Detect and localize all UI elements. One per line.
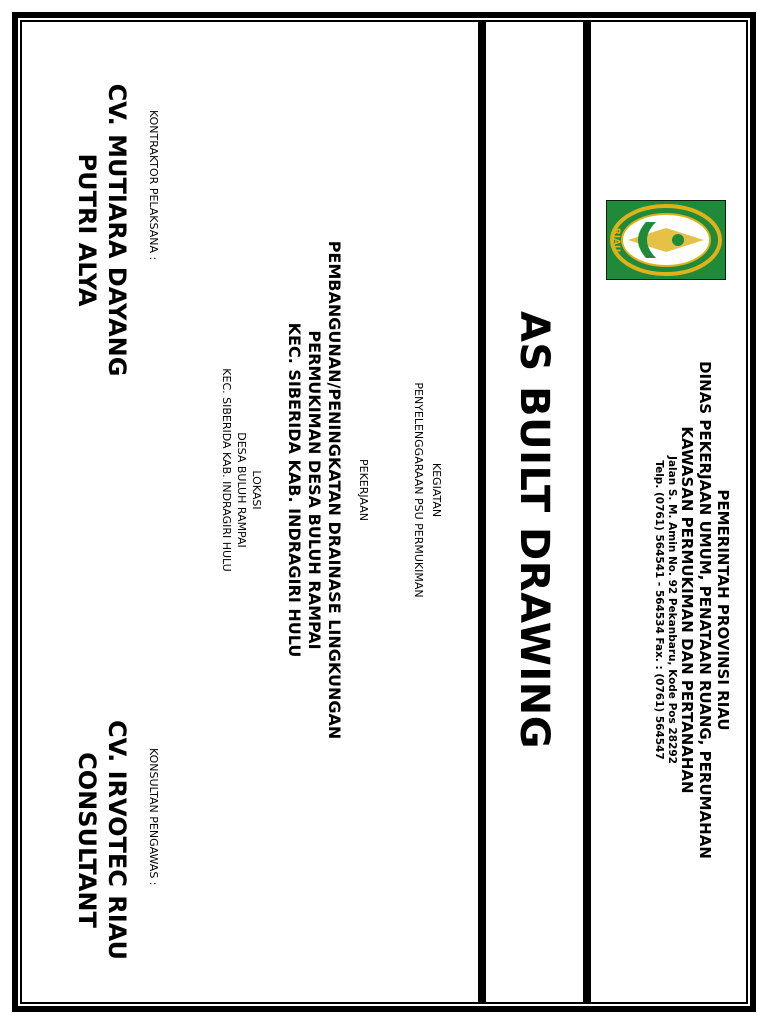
kontraktor-label: KONTRAKTOR PELAKSANA : bbox=[147, 110, 160, 261]
kegiatan-value: PENYELENGGARAAN PSU PERMUKIMAN bbox=[412, 382, 425, 598]
pekerjaan-value bbox=[284, 130, 344, 850]
konsultan-name-line1: CV. IRVOTEC RIAU bbox=[103, 720, 131, 960]
kontraktor-name-line2: PUTRI ALYA bbox=[73, 153, 101, 307]
lokasi-line2: KEC. SIBERIDA KAB. INDRAGIRI HULU bbox=[220, 368, 233, 572]
lokasi-line1: DESA BULUH RAMPAI bbox=[235, 432, 248, 548]
konsultan-name-line2: CONSULTANT bbox=[73, 752, 101, 928]
kegiatan-label: KEGIATAN bbox=[430, 462, 443, 518]
agency-name-line2: KAWASAN PERMUKIMAN DAN PERTANAHAN bbox=[678, 426, 696, 794]
title-band bbox=[485, 20, 583, 1004]
header-text bbox=[653, 250, 748, 970]
kontraktor-name bbox=[72, 50, 132, 410]
header-band bbox=[588, 20, 748, 1004]
pekerjaan-line3: KEC. SIBERIDA KAB. INDRAGIRI HULU bbox=[285, 322, 304, 658]
body-area bbox=[20, 20, 478, 1004]
lokasi-label: LOKASI bbox=[250, 470, 263, 510]
rotated-sheet bbox=[20, 20, 748, 1004]
agency-name-line1: DINAS PEKERJAAN UMUM, PENATAAN RUANG, PERUMAHAN bbox=[696, 361, 714, 859]
pekerjaan-line2: PERMUKIMAN DESA BULUH RAMPAI bbox=[305, 330, 324, 650]
kontraktor-name-line1: CV. MUTIARA DAYANG bbox=[103, 83, 131, 377]
pekerjaan-line1: PEMBANGUNAN/PENINGKATAN DRAINASE LINGKUNGAN bbox=[325, 240, 344, 740]
document-title: AS BUILT DRAWING bbox=[511, 310, 557, 750]
logo-text: RIAU bbox=[611, 227, 621, 253]
government-name: PEMERINTAH PROVINSI RIAU bbox=[714, 489, 732, 731]
konsultan-label: KONSULTAN PENGAWAS : bbox=[147, 748, 160, 886]
agency-address: Jalan S. M. Amin No. 92 Pekanbaru, Kode Pos 28292 bbox=[666, 456, 678, 764]
agency-phone: Telp. (0761) 564541 - 564534 Fax. : (0761) 564547 bbox=[653, 460, 666, 760]
pekerjaan-label: PEKERJAAN bbox=[357, 458, 370, 522]
konsultan-name bbox=[72, 690, 132, 990]
